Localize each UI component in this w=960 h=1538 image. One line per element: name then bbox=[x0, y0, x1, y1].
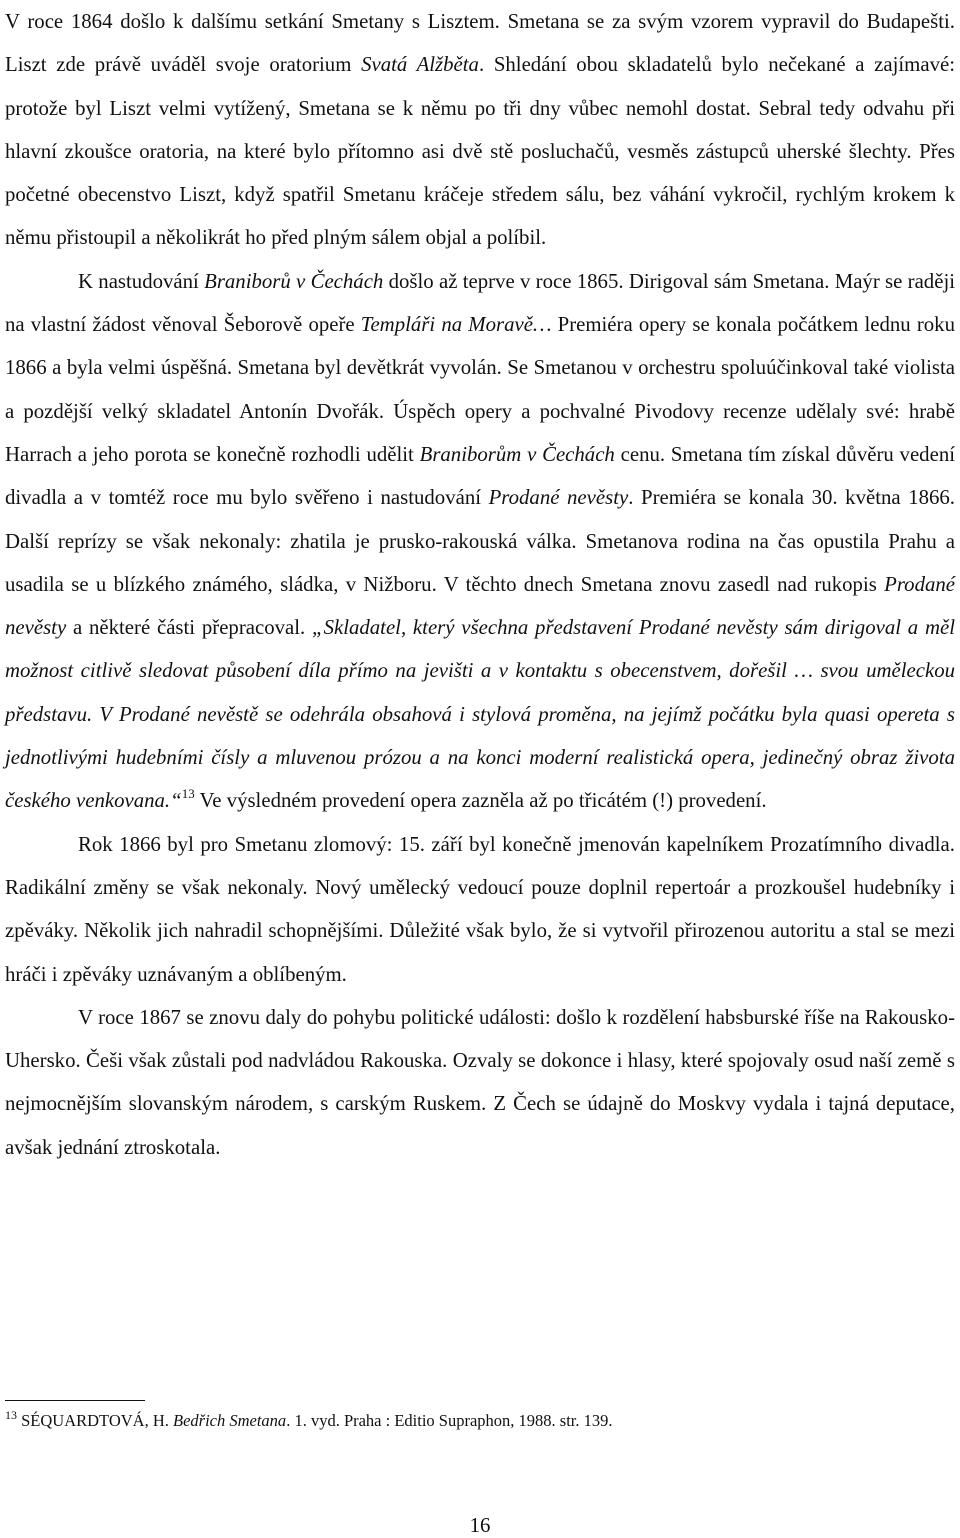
paragraph-4: V roce 1867 se znovu daly do pohybu politické události: došlo k rozdělení habsburské říše na Rakousko-Uhersko. Češi však zůstali pod nadvládou Rakouska. Ozvaly se dokonce i hlasy, které spojovaly osud naší země s nejmocnějším slovanským národem, s carským Ruskem. Z Čech se údajně do Moskvy vydala i tajná deputace, avšak jednání ztroskotala. bbox=[5, 1005, 955, 1159]
paragraph-2-italic-3: Braniborům v Čechách bbox=[419, 442, 615, 466]
paragraph-1-text-2: . Shledání obou skladatelů bylo nečekané a zajímavé: protože byl Liszt velmi vytížený, Smetana se k němu po tři dny vůbec nemohl dostat. Sebral tedy odvahu při hlavní zkoušce oratoria, na které bylo přítomno asi dvě stě posluchačů, vesměs zástupců uherské šlechty. Přes početné obecenstvo Liszt, když spatřil Smetanu kráčeje středem sálu, bez váhání vykročil, rychlým krokem k němu přistoupil a několikrát ho před plným sálem objal a políbil. bbox=[5, 53, 955, 250]
paragraph-2-text-7: Ve výsledném provedení opera zazněla až po třicátém (!) provedení. bbox=[194, 789, 767, 813]
footnote-reference: 13 bbox=[181, 786, 195, 802]
paragraph-2-quote: „Skladatel, který všechna představení Prodané nevěsty sám dirigoval a měl možnost citlivě sledovat působení díla přímo na jevišti a v kontaktu s obecenstvem, dořešil … svou uměleckou představu. V Prodané nevěstě se odehrála obsahová i stylová proměna, na jejímž počátku byla quasi opereta s jednotlivými hudebními čísly a mluvenou prózou a na konci moderní realistická opera, jedinečný obraz života českého venkovana.“ bbox=[5, 616, 955, 813]
paragraph-2-italic-2: Templáři na Moravě… bbox=[360, 313, 552, 337]
footnote-separator bbox=[5, 1400, 145, 1401]
paragraph-3: Rok 1866 byl pro Smetanu zlomový: 15. září byl konečně jmenován kapelníkem Prozatímního divadla. Radikální změny se však nekonaly. Nový umělecký vedoucí pouze doplnil repertoár a prozkoušel hudebníky i zpěváky. Několik jich nahradil schopnějšími. Důležité však bylo, že si vytvořil přirozenou autoritu a stal se mezi hráči i zpěváky uznávaným a oblíbeným. bbox=[5, 832, 955, 986]
document-body bbox=[5, 0, 955, 1169]
paragraph-2-italic-5: Prodané nevěsty bbox=[5, 572, 955, 640]
paragraph-1-italic-title: Svatá Alžběta bbox=[361, 53, 479, 77]
paragraph-2-text-5: . Premiéra se konala 30. května 1866. Další reprízy se však nekonaly: zhatila je prusko-rakouská válka. Smetanova rodina na čas opustila Prahu a usadila se u blízkého známého, sládka, v Nižboru. V těchto dnech Smetana znovu zasedl nad rukopis bbox=[5, 486, 955, 596]
paragraph-1-text-1: V roce 1864 došlo k dalšímu setkání Smetany s Lisztem. Smetana se za svým vzorem vypravil do Budapešti. Liszt zde právě uváděl svoje oratorium bbox=[5, 10, 955, 77]
paragraph-2-text-4: cenu. Smetana tím získal důvěru vedení divadla a v tomtéž roce mu bylo svěřeno i nastudování bbox=[5, 442, 955, 510]
paragraph-2-text-1: K nastudování bbox=[78, 269, 205, 293]
footnote-author: SÉQUARDTOVÁ, H. bbox=[21, 1411, 173, 1430]
paragraph-2-italic-1: Braniborů v Čechách bbox=[204, 269, 384, 293]
paragraph-1 bbox=[5, 0, 955, 260]
footnote bbox=[5, 1410, 955, 1432]
paragraph-2-italic-4: Prodané nevěsty bbox=[488, 486, 629, 510]
paragraph-2-text-3: Premiéra opery se konala počátkem lednu roku 1866 a byla velmi úspěšná. Smetana byl devětkrát vyvolán. Se Smetanou v orchestru spoluúčinkoval také violista a pozdější velký skladatel Antonín Dvořák. Úspěch opery a pochvalné Pivodovy recenze udělaly své: hrabě Harrach a jeho porota se konečně rozhodli udělit bbox=[5, 313, 955, 466]
footnote-details: . 1. vyd. Praha : Editio Supraphon, 1988. str. 139. bbox=[286, 1411, 613, 1430]
paragraph-2 bbox=[5, 260, 955, 823]
paragraph-2-text-6: a některé části přepracoval. bbox=[66, 616, 312, 640]
page-number: 16 bbox=[469, 1514, 491, 1537]
paragraph-2-text-2: došlo až teprve v roce 1865. Dirigoval sám Smetana. Maýr se raději na vlastní žádost věnoval Šeborově opeře bbox=[5, 269, 955, 337]
footnote-number: 13 bbox=[5, 1408, 17, 1422]
footnote-title: Bedřich Smetana bbox=[173, 1411, 287, 1430]
